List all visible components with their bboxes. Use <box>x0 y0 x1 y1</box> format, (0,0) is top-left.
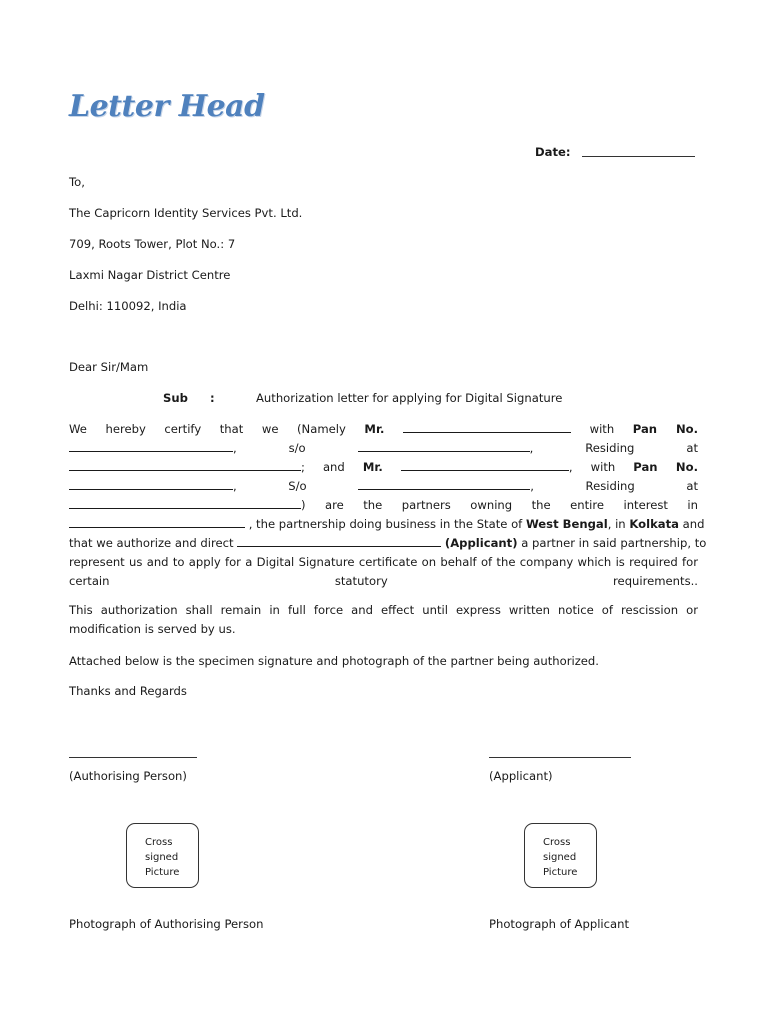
attachment-paragraph: Attached below is the specimen signature and photograph of the partner being authorized. <box>69 654 599 668</box>
authorising-photo-caption: Photograph of Authorising Person <box>69 917 264 931</box>
authorising-person-label: (Authorising Person) <box>69 769 187 783</box>
body-paragraph <box>69 420 707 591</box>
partner1-father-blank[interactable] <box>358 440 530 452</box>
photo-box-text: signed <box>145 852 179 863</box>
subject-label: Sub <box>163 391 188 405</box>
partner2-father-blank[interactable] <box>358 478 530 490</box>
date-blank[interactable] <box>582 156 695 157</box>
recipient-line-4: Delhi: 110092, India <box>69 299 187 313</box>
recipient-line-3: Laxmi Nagar District Centre <box>69 268 231 282</box>
para2-line-1: This authorization shall remain in full force and effect until express written notice of rescission or <box>69 603 698 617</box>
authorization-paragraph <box>69 601 698 639</box>
applicant-label: (Applicant) <box>489 769 553 783</box>
body-line-8: represent us and to apply for a Digital Signature certificate on behalf of the company which is required for <box>69 555 698 569</box>
partner2-name-blank[interactable] <box>401 459 569 471</box>
photo-box-text: Cross <box>543 837 571 848</box>
letterhead-title: Letter Head <box>69 89 265 124</box>
applicant-signature-line[interactable] <box>489 757 631 758</box>
to-line: To, <box>69 175 85 189</box>
body-line-7: that we authorize and direct (Applicant) a partner in said partnership, to <box>69 536 707 550</box>
subject-text: Authorization letter for applying for Digital Signature <box>256 391 563 405</box>
closing: Thanks and Regards <box>69 684 187 698</box>
photo-box-text: Cross <box>145 837 173 848</box>
body-line-1: We hereby certify that we (Namely Mr. with Pan No. <box>69 422 699 436</box>
subject-colon: : <box>210 391 215 405</box>
photo-box-text: Picture <box>543 867 578 878</box>
body-line-4: , S/o , Residing at <box>69 477 698 496</box>
body-line-5: ) are the partners owning the entire interest in <box>69 496 698 515</box>
partner1-pan-blank[interactable] <box>69 440 233 452</box>
partner2-address-blank[interactable] <box>69 497 301 509</box>
applicant-photo-box[interactable] <box>524 823 597 888</box>
partner1-name-blank[interactable] <box>403 421 571 433</box>
para2-line-2: modification is served by us. <box>69 622 236 636</box>
partner1-address-blank[interactable] <box>69 459 301 471</box>
salutation: Dear Sir/Mam <box>69 360 149 374</box>
authorising-signature-line[interactable] <box>69 757 197 758</box>
recipient-line-1: The Capricorn Identity Services Pvt. Ltd. <box>69 206 303 220</box>
body-line-6: , the partnership doing business in the State of West Bengal, in Kolkata and <box>69 515 698 534</box>
applicant-photo-caption: Photograph of Applicant <box>489 917 630 931</box>
body-line-3: ; and Mr. , with Pan No. <box>69 458 698 477</box>
partner2-pan-blank[interactable] <box>69 478 233 490</box>
firm-name-blank[interactable] <box>69 516 245 528</box>
photo-box-text: Picture <box>145 867 180 878</box>
body-line-9: certain statutory requirements.. <box>69 574 698 588</box>
photo-box-text: signed <box>543 852 577 863</box>
authorising-photo-box[interactable] <box>126 823 199 888</box>
recipient-line-2: 709, Roots Tower, Plot No.: 7 <box>69 237 236 251</box>
applicant-name-blank[interactable] <box>237 535 441 547</box>
date-label: Date: <box>535 145 571 159</box>
body-line-2: , s/o , Residing at <box>69 439 698 458</box>
